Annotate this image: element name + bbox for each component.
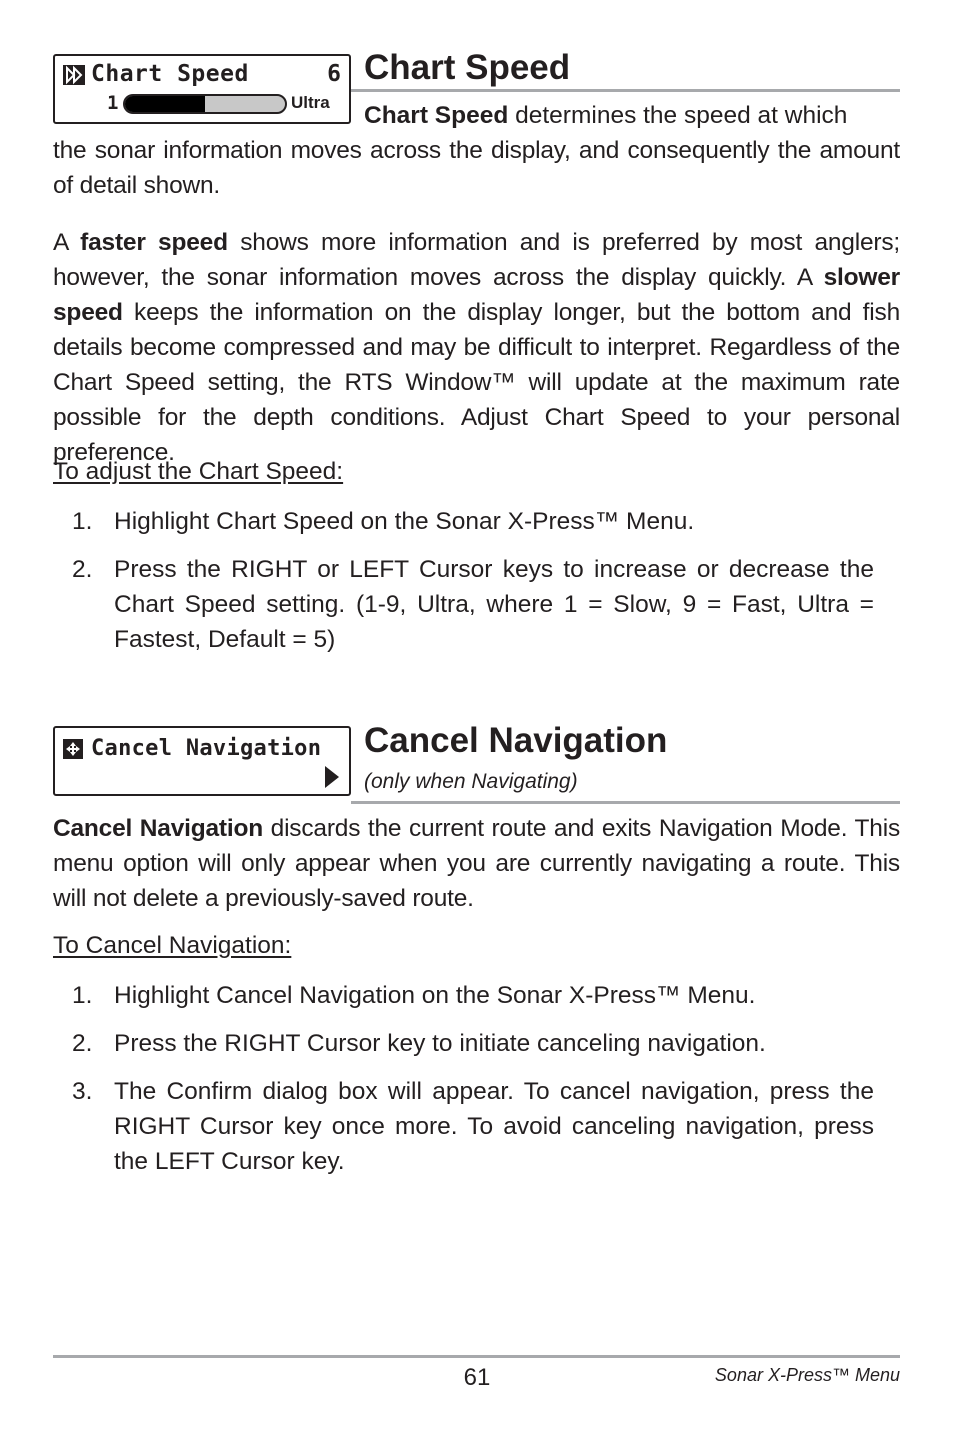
section-title-chart-speed: Chart Speed <box>364 48 571 87</box>
title-rule <box>351 801 900 804</box>
procedure-heading: To Cancel Navigation: <box>53 932 292 959</box>
step-text: Highlight Chart Speed on the Sonar X-Press™ Menu. <box>114 508 695 535</box>
step-number: 2. <box>72 1030 93 1057</box>
para-text: keeps the information on the display longer, but the bottom and fish details become compressed and may be difficult to interpret. Regardless of the Chart Speed setting, the RTS Window™ will update at the maximum rate possible for the depth conditions. Adjust Chart Speed to your personal preference. <box>53 299 900 466</box>
step-text: Press the RIGHT or LEFT Cursor keys to increase or decrease the Chart Speed setting. (1-9, Ultra, where 1 = Slow, 9 = Fast, Ultra = Fastest, Default = 5) <box>114 556 874 653</box>
slider-max-label: Ultra <box>291 93 330 112</box>
chart-speed-menu-widget <box>53 54 351 124</box>
title-rule <box>351 89 900 92</box>
navigation-menu-icon <box>63 739 83 759</box>
intro-text: determines the speed at which <box>508 102 848 129</box>
chart-speed-intro-continued <box>53 133 900 203</box>
step-text: The Confirm dialog box will appear. To cancel navigation, press the RIGHT Cursor key once more. To avoid canceling navigation, press the LEFT Cursor key. <box>114 1078 874 1175</box>
widget-label: Cancel Navigation <box>91 736 322 761</box>
procedure-heading: To adjust the Chart Speed: <box>53 458 344 485</box>
chart-speed-intro-first-line <box>364 98 900 133</box>
section-subtitle: (only when Navigating) <box>364 770 578 793</box>
widget-value: 6 <box>327 61 341 87</box>
procedure-step <box>72 978 874 1013</box>
cancel-navigation-menu-widget <box>53 726 351 796</box>
step-text: Highlight Cancel Navigation on the Sonar X-Press™ Menu. <box>114 982 756 1009</box>
procedure-step <box>72 504 874 539</box>
step-number: 1. <box>72 508 93 535</box>
para-text: A <box>53 229 81 256</box>
step-number: 2. <box>72 556 93 583</box>
step-text: Press the RIGHT Cursor key to initiate canceling navigation. <box>114 1030 766 1057</box>
footer-rule <box>53 1355 900 1358</box>
sonar-menu-icon <box>63 65 85 85</box>
right-arrow-icon <box>325 766 339 788</box>
intro-bold-term: Cancel Navigation <box>53 815 264 842</box>
procedure-step <box>72 1026 874 1061</box>
procedure-step <box>72 552 874 657</box>
speed-slider-bar <box>123 94 287 114</box>
slider-min-label: 1 <box>107 92 119 114</box>
step-number: 3. <box>72 1078 93 1105</box>
intro-bold-term: Chart Speed <box>364 102 509 129</box>
intro-text: discards the current route and exits Navigation Mode. This menu option will only appear when you are currently navigating a route. This will not delete a previously-saved route. <box>53 815 900 912</box>
widget-label: Chart Speed <box>91 61 249 87</box>
chart-speed-paragraph <box>53 225 900 470</box>
bold-term-faster-speed: faster speed <box>80 229 228 256</box>
step-number: 1. <box>72 982 93 1009</box>
section-title-cancel-navigation: Cancel Navigation <box>364 721 668 760</box>
intro-text-continued: the sonar information moves across the display, and consequently the amount of detail shown. <box>53 137 900 199</box>
speed-slider-fill <box>125 96 205 112</box>
para-text: shows more information and is preferred by most anglers; however, the sonar information moves across the display quickly. A <box>53 229 901 291</box>
bold-term-slower-speed: slower speed <box>53 264 900 326</box>
page-number: 61 <box>463 1364 491 1391</box>
cancel-navigation-paragraph <box>53 811 900 916</box>
footer-section-title: Sonar X-Press™ Menu <box>714 1365 900 1385</box>
procedure-step <box>72 1074 874 1179</box>
